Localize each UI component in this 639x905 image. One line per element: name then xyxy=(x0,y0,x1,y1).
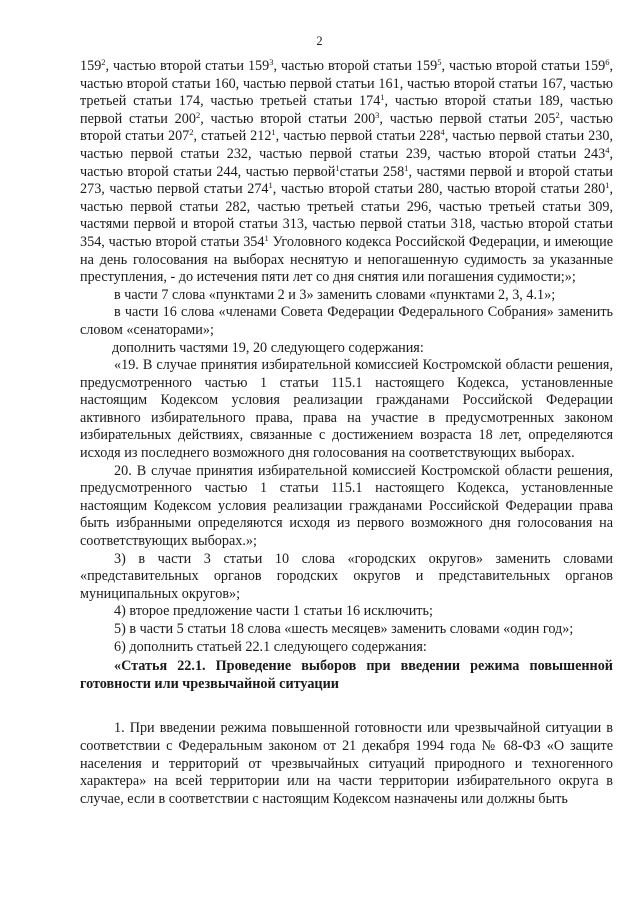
paragraph-item-3: 3) в части 3 статьи 10 слова «городских округов» заменить словами «представительных органов городских округов и представительных органов муниципальных округов»; xyxy=(80,550,613,602)
article-heading: «Статья 22.1. Проведение выборов при введении режима повышенной готовности или чрезвычайной ситуации xyxy=(80,658,613,692)
paragraph-part-19: «19. В случае принятия избирательной комиссией Костромской области решения, предусмотренного частью 1 статьи 115.1 настоящего Кодекса, установленные настоящим Кодексом условия реализации гражданами Российской Федерации активного избирательного права, права на участие в предусмотренных законом избирательных действиях, связанные с достижением возраста 18 лет, определяются исходя из последнего возможного дня голосования на соответствующих выборах. xyxy=(80,357,613,462)
spacer xyxy=(80,693,613,720)
page-number: 2 xyxy=(316,34,323,48)
paragraph-item-4: 4) второе предложение части 1 статьи 16 исключить; xyxy=(114,603,433,620)
paragraph-article-22-1-part-1: 1. При введении режима повышенной готовности или чрезвычайной ситуации в соответствии с Федеральным законом от 21 декабря 1994 года № 68-ФЗ «О защите населения и территорий от чрезвычайных ситуаций природного и техногенного характера» на всей территории или на части территории избирательного округа в случае, если в соответствии с настоящим Кодексом назначены или должны быть xyxy=(80,720,613,807)
paragraph-part-7: в части 7 слова «пунктами 2 и 3» заменить словами «пунктами 2, 3, 4.1»; xyxy=(114,286,556,303)
paragraph-item-5: 5) в части 5 статьи 18 слова «шесть месяцев» заменить словами «один год»; xyxy=(114,621,574,637)
paragraph-item-6: 6) дополнить статьей 22.1 следующего содержания: xyxy=(114,638,427,655)
paragraph-part-20: 20. В случае принятия избирательной комиссией Костромской области решения, предусмотренного частью 1 статьи 115.1 настоящего Кодекса, установленные настоящим Кодексом условия реализации гражданами Российской Федерации права быть избранными определяются исходя из первого возможного дня голосования на соответствующих выборах.»; xyxy=(80,462,613,550)
document-body xyxy=(80,58,613,808)
paragraph-add-parts: дополнить частями 19, 20 следующего содержания: xyxy=(112,339,424,356)
paragraph-excluded-articles-list: $159^2$, частью второй статьи $159^3$, частью второй статьи $159^5$, частью второй статьи $159^6$, частью второй статьи 160, частью первой статьи 161, частью второй статьи 167, частью третьей статьи 174, частью третьей статьи $174^1$, частью второй статьи 189, частью первой статьи $200^2$, частью второй статьи $200^3$, частью первой статьи $205^2$, частью второй статьи $207^2$, статьей $212^1$, частью первой статьи $228^4$, частью первой статьи 230, частью первой статьи 232, частью первой статьи 239, частью второй статьи $243^4$, частью второй статьи 244, частью первой$^1$статьи $258^1$, частями первой и второй статьи 273, частью первой статьи $274^1$, частью второй статьи 280, частью второй статьи $280^1$, частью первой статьи 282, частью третьей статьи 296, частью третьей статьи 309, частями первой и второй статьи 313, частью первой статьи 318, частью второй статьи 354, частью второй статьи $354^1$ Уголовного кодекса Российской Федерации, и имеющие на день голосования на выборах неснятую и непогашенную судимость за указанные преступления, - до истечения пяти лет со дня снятия или погашения судимости;»; xyxy=(80,57,613,286)
paragraph-part-16: в части 16 слова «членами Совета Федерации Федерального Собрания» заменить словом «сенаторами»; xyxy=(80,304,613,338)
